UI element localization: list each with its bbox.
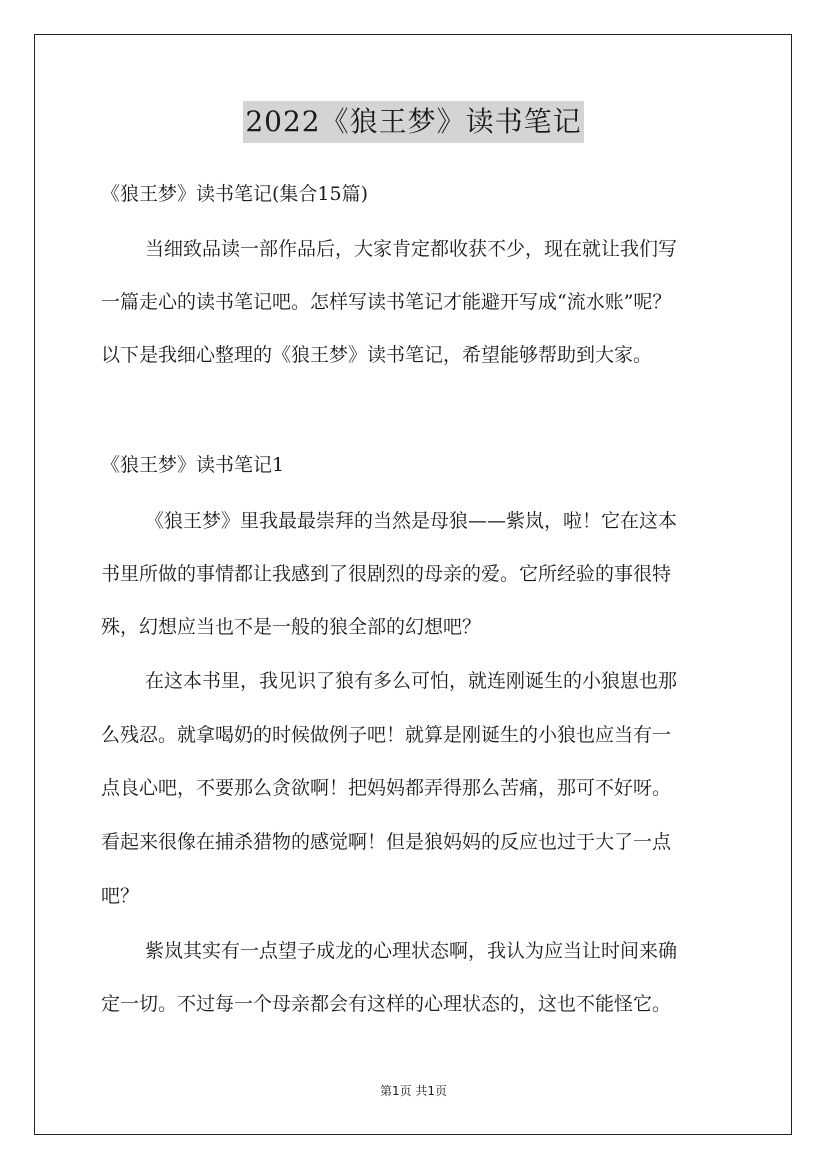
paragraph-line: 看起来很像在捕杀猎物的感觉啊！但是狼妈妈的反应也过于大了一点 — [101, 831, 672, 853]
paragraph-line: 么残忍。就拿喝奶的时候做例子吧！就算是刚诞生的小狼也应当有一 — [101, 724, 672, 746]
paragraph-line: 紫岚其实有一点望子成龙的心理状态啊，我认为应当让时间来确 — [145, 940, 678, 962]
section-heading: 《狼王梦》读书笔记1 — [101, 454, 285, 476]
intro-line: 当细致品读一部作品后，大家肯定都收获不少，现在就让我们写 — [145, 238, 678, 260]
paragraph-line: 书里所做的事情都让我感到了很剧烈的母亲的爱。它所经验的事很特 — [101, 563, 672, 585]
paragraph-line: 吧？ — [101, 885, 140, 907]
paragraph-line: 点良心吧，不要那么贪欲啊！把妈妈都弄得那么苦痛，那可不好呀。 — [101, 777, 672, 799]
paragraph-line: 殊，幻想应当也不是一般的狼全部的幻想吧？ — [101, 616, 482, 638]
page-number: 第1页 共1页 — [379, 1084, 448, 1098]
paragraph-line: 《狼王梦》里我最最崇拜的当然是母狼——紫岚，啦！它在这本 — [145, 510, 678, 532]
document-title-text: 2022《狼王梦》读书笔记 — [243, 101, 583, 143]
intro-line: 以下是我细心整理的《狼王梦》读书笔记，希望能够帮助到大家。 — [101, 344, 653, 366]
document-subtitle: 《狼王梦》读书笔记(集合15篇) — [101, 183, 369, 205]
paragraph-line: 在这本书里，我见识了狼有多么可怕，就连刚诞生的小狼崽也那 — [145, 670, 678, 692]
intro-line: 一篇走心的读书笔记吧。怎样写读书笔记才能避开写成“流水账”呢？ — [101, 291, 672, 313]
document-title — [0, 101, 827, 143]
paragraph-line: 定一切。不过每一个母亲都会有这样的心理状态的，这也不能怪它。 — [101, 993, 672, 1015]
